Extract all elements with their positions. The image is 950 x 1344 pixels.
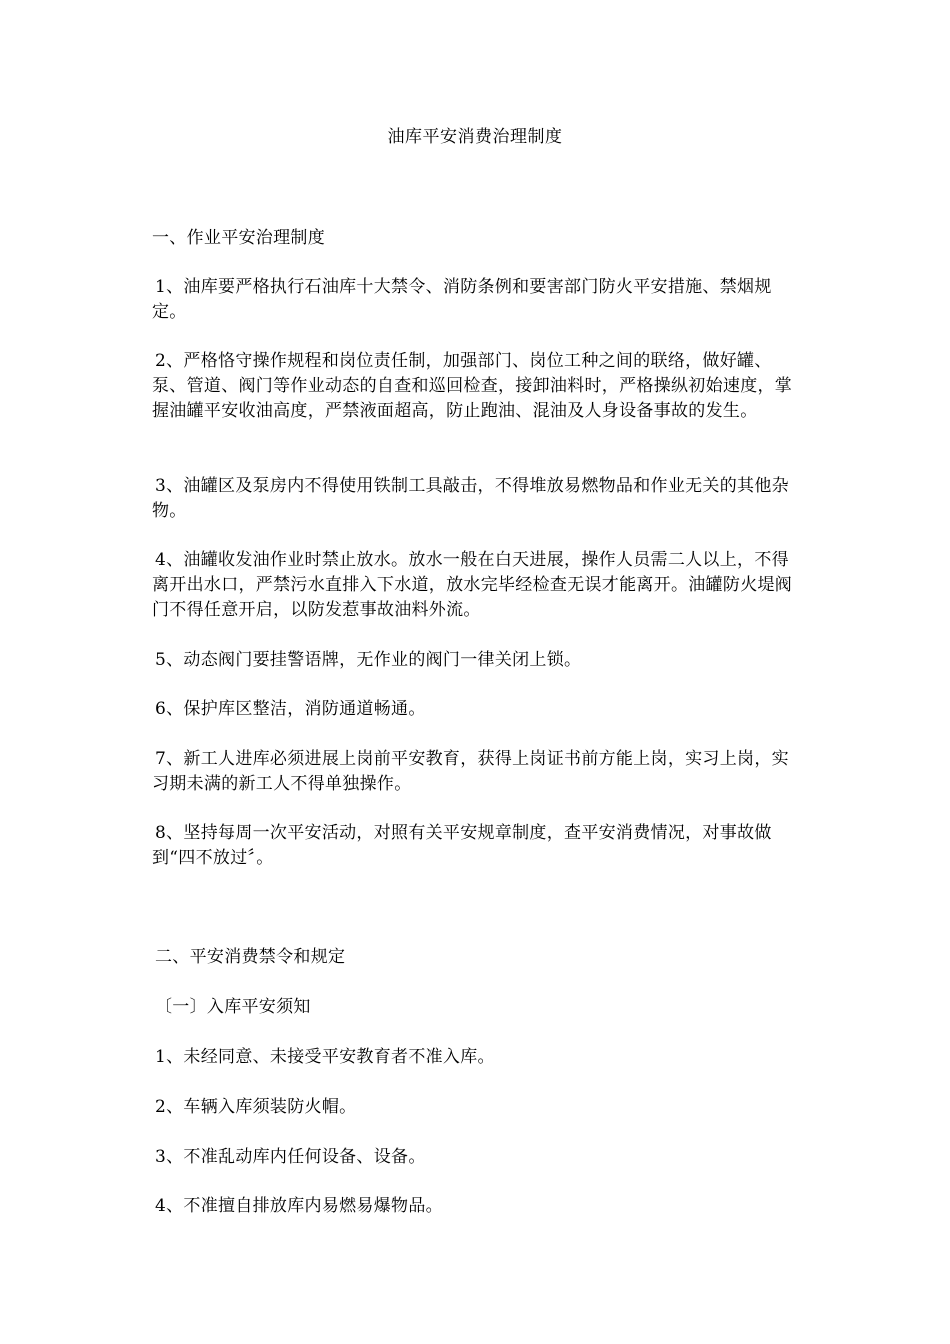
section1-item-6: 6、保护库区整洁，消防通道畅通。: [155, 699, 426, 719]
section1-item-5: 5、动态阀门要挂警语牌，无作业的阀门一律关闭上锁。: [155, 650, 582, 670]
section2-item-4: 4、不准擅自排放库内易燃易爆物品。: [155, 1196, 443, 1216]
section2-heading: 二、平安消费禁令和规定: [155, 947, 346, 967]
section1-item-7: 7、新工人进库必须进展上岗前平安教育，获得上岗证书前方能上岗，实习上岗，实习期未满的新工人不得单独操作。: [152, 749, 789, 794]
section2-item-2: 2、车辆入库须装防火帽。: [155, 1097, 357, 1117]
section2-subheading: 〔一〕入库平安须知: [155, 997, 311, 1017]
section1-item-1: 1、油库要严格执行石油库十大禁令、消防条例和要害部门防火平安措施、禁烟规定。: [152, 277, 772, 322]
section1-item-3: 3、油罐区及泵房内不得使用铁制工具敲击，不得堆放易燃物品和作业无关的其他杂物。: [152, 476, 789, 521]
section1-item-8: 8、坚持每周一次平安活动，对照有关平安规章制度，查平安消费情况，对事故做到“四不放过〞。: [152, 823, 772, 868]
section1-item-2: 2、严格恪守操作规程和岗位责任制，加强部门、岗位工种之间的联络，做好罐、泵、管道、阀门等作业动态的自查和巡回检查，接卸油料时，严格操纵初始速度，掌握油罐平安收油高度，严禁液面超高，防止跑油、混油及人身设备事故的发生。: [152, 351, 793, 421]
section1-heading: 一、作业平安治理制度: [152, 228, 325, 248]
section1-item-4: 4、油罐收发油作业时禁止放水。放水一般在白天进展，操作人员需二人以上，不得离开出水口，严禁污水直排入下水道，放水完毕经检查无误才能离开。油罐防火堤阀门不得任意开启，以防发惹事故油料外流。: [152, 550, 793, 620]
section2-item-3: 3、不准乱动库内任何设备、设备。: [155, 1147, 426, 1167]
document-title: 油库平安消费治理制度: [387, 127, 563, 147]
section2-item-1: 1、未经同意、未接受平安教育者不准入库。: [155, 1047, 495, 1067]
